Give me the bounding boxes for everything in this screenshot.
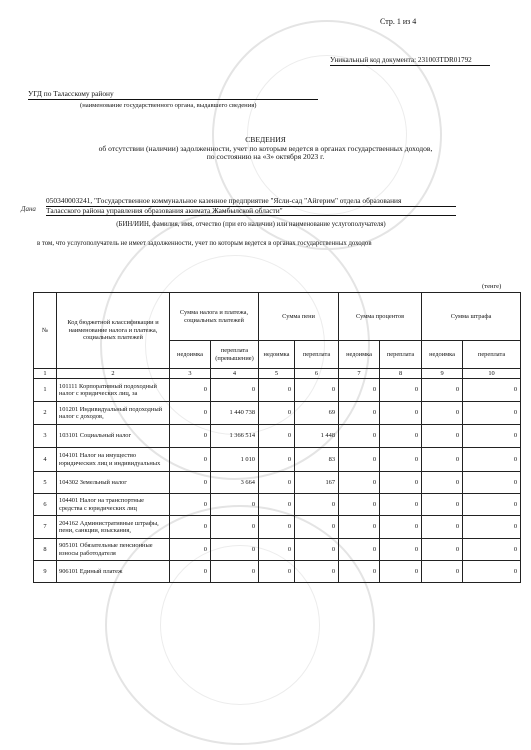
row-amount: 0 [422, 472, 463, 494]
row-budget-code: 104101 Налог на имущество юридических лиц и индивидуальных [57, 448, 170, 472]
header-code: Код бюджетной классификации и наименование налога и платежа, социальных платежей [57, 293, 170, 369]
header-penalty: Сумма пени [259, 293, 339, 341]
row-amount: 0 [463, 472, 521, 494]
row-amount: 1 440 738 [211, 402, 259, 425]
table-row [34, 448, 521, 472]
column-index: 3 [170, 369, 211, 379]
column-index: 1 [34, 369, 57, 379]
column-index: 4 [211, 369, 259, 379]
row-amount: 0 [211, 539, 259, 561]
row-amount: 0 [259, 494, 295, 516]
row-budget-code: 101111 Корпоративный подоходный налог с юридических лиц, за [57, 379, 170, 402]
table-row [34, 561, 521, 583]
row-amount: 0 [339, 379, 380, 402]
row-amount: 0 [380, 539, 422, 561]
row-number: 2 [34, 402, 57, 425]
row-budget-code: 104302 Земельный налог [57, 472, 170, 494]
row-amount: 0 [211, 494, 259, 516]
row-amount: 0 [463, 561, 521, 583]
row-amount: 0 [380, 425, 422, 448]
recipient-line-2: Таласского района управления образования акимата Жамбылской области" [46, 207, 456, 217]
column-index: 10 [463, 369, 521, 379]
table-row [34, 539, 521, 561]
row-amount: 69 [295, 402, 339, 425]
subheader-overpayment: переплата [295, 341, 339, 369]
currency-unit: (тенге) [482, 283, 502, 290]
row-number: 5 [34, 472, 57, 494]
row-amount: 0 [295, 561, 339, 583]
row-amount: 0 [170, 561, 211, 583]
row-amount: 1 366 514 [211, 425, 259, 448]
row-amount: 0 [170, 494, 211, 516]
subheader-overpayment: переплата [463, 341, 521, 369]
row-budget-code: 101201 Индивидуальный подоходный налог с доходов, [57, 402, 170, 425]
row-amount: 0 [422, 561, 463, 583]
row-amount: 0 [259, 379, 295, 402]
subheader-arrears: недоимка [422, 341, 463, 369]
row-amount: 0 [463, 494, 521, 516]
row-budget-code: 905101 Обязательные пенсионные взносы работодателя [57, 539, 170, 561]
row-amount: 83 [295, 448, 339, 472]
header-interest: Сумма процентов [339, 293, 422, 341]
row-amount: 0 [170, 425, 211, 448]
row-amount: 0 [295, 539, 339, 561]
row-amount: 0 [463, 539, 521, 561]
column-index: 7 [339, 369, 380, 379]
row-amount: 0 [422, 425, 463, 448]
row-amount: 0 [295, 494, 339, 516]
row-number: 4 [34, 448, 57, 472]
row-amount: 0 [380, 472, 422, 494]
row-amount: 0 [339, 516, 380, 539]
table-row [34, 472, 521, 494]
row-amount: 0 [380, 448, 422, 472]
column-index: 2 [57, 369, 170, 379]
title-line-3: по состоянию на «3» октября 2023 г. [206, 152, 325, 162]
row-number: 8 [34, 539, 57, 561]
column-index: 6 [295, 369, 339, 379]
row-amount: 0 [170, 472, 211, 494]
row-number: 1 [34, 379, 57, 402]
row-number: 9 [34, 561, 57, 583]
row-amount: 0 [170, 448, 211, 472]
row-amount: 1 448 [295, 425, 339, 448]
row-amount: 0 [380, 379, 422, 402]
row-amount: 0 [422, 402, 463, 425]
subheader-arrears: недоимка [170, 341, 211, 369]
issuer-caption: (наименование государственного органа, выдавшего сведения) [80, 102, 257, 109]
row-amount: 0 [259, 448, 295, 472]
row-amount: 0 [422, 448, 463, 472]
row-amount: 1 010 [211, 448, 259, 472]
subheader-overpayment: переплата (превышение) [211, 341, 259, 369]
issuer-name: УГД по Таласскому району [28, 89, 318, 100]
title-line-1: СВЕДЕНИЯ [245, 135, 286, 144]
row-amount: 0 [339, 448, 380, 472]
row-number: 6 [34, 494, 57, 516]
row-amount: 0 [259, 402, 295, 425]
row-amount: 0 [170, 379, 211, 402]
row-amount: 0 [259, 425, 295, 448]
row-amount: 0 [380, 516, 422, 539]
row-budget-code: 103101 Социальный налог [57, 425, 170, 448]
subheader-arrears: недоимка [259, 341, 295, 369]
header-number: № [34, 293, 57, 369]
row-amount: 0 [170, 516, 211, 539]
statement-text: в том, что услугополучатель не имеет задолженности, учет по которым ведется в органах государственных доходов [37, 240, 372, 247]
row-amount: 0 [295, 379, 339, 402]
row-budget-code: 204162 Административные штрафы, пени, санкции, взыскания, [57, 516, 170, 539]
subheader-overpayment: переплата [380, 341, 422, 369]
row-amount: 0 [463, 379, 521, 402]
row-amount: 0 [295, 516, 339, 539]
row-amount: 0 [170, 402, 211, 425]
subheader-arrears: недоимка [339, 341, 380, 369]
table-row [34, 516, 521, 539]
row-amount: 0 [211, 561, 259, 583]
row-amount: 0 [339, 402, 380, 425]
row-amount: 0 [463, 516, 521, 539]
row-amount: 0 [339, 539, 380, 561]
recipient-caption: (БИН/ИИН, фамилия, имя, отчество (при его наличии) или наименование услугополучателя) [116, 221, 386, 228]
recipient [46, 197, 456, 216]
row-amount: 0 [211, 379, 259, 402]
row-amount: 167 [295, 472, 339, 494]
row-amount: 0 [259, 516, 295, 539]
row-amount: 0 [422, 539, 463, 561]
column-index: 5 [259, 369, 295, 379]
row-amount: 0 [259, 561, 295, 583]
column-index: 8 [380, 369, 422, 379]
row-amount: 0 [339, 425, 380, 448]
row-budget-code: 104401 Налог на транспортные средства с юридических лиц [57, 494, 170, 516]
recipient-line-1: 050340003241, "Государственное коммунальное казенное предприятие "Ясли-сад "Айгерим" отдела образования [46, 197, 456, 207]
row-amount: 0 [422, 379, 463, 402]
table-row [34, 425, 521, 448]
row-amount: 0 [422, 494, 463, 516]
row-amount: 0 [339, 561, 380, 583]
row-amount: 0 [339, 472, 380, 494]
dana-label: Дана [21, 205, 36, 213]
column-index-row [34, 369, 521, 379]
row-amount: 0 [422, 516, 463, 539]
document-code: Уникальный код документа: 231003TDR01792 [330, 56, 490, 66]
table-row [34, 379, 521, 402]
page-number: Стр. 1 из 4 [380, 17, 417, 26]
row-amount: 0 [259, 472, 295, 494]
row-amount: 0 [211, 516, 259, 539]
header-tax-sum: Сумма налога и платежа, социальных платежей [170, 293, 259, 341]
row-amount: 0 [463, 448, 521, 472]
row-amount: 0 [170, 539, 211, 561]
row-budget-code: 906101 Единый платеж [57, 561, 170, 583]
row-amount: 0 [463, 402, 521, 425]
row-number: 7 [34, 516, 57, 539]
table-row [34, 494, 521, 516]
table-row [34, 402, 521, 425]
row-amount: 3 664 [211, 472, 259, 494]
document-title [0, 136, 531, 162]
row-amount: 0 [339, 494, 380, 516]
header-fine: Сумма штрафа [422, 293, 521, 341]
row-number: 3 [34, 425, 57, 448]
row-amount: 0 [380, 561, 422, 583]
row-amount: 0 [380, 494, 422, 516]
debt-table [33, 292, 521, 583]
row-amount: 0 [463, 425, 521, 448]
row-amount: 0 [380, 402, 422, 425]
row-amount: 0 [259, 539, 295, 561]
column-index: 9 [422, 369, 463, 379]
title-line-2: об отсутствии (наличии) задолженности, учет по которым ведется в органах государственных доходов, [98, 143, 433, 153]
